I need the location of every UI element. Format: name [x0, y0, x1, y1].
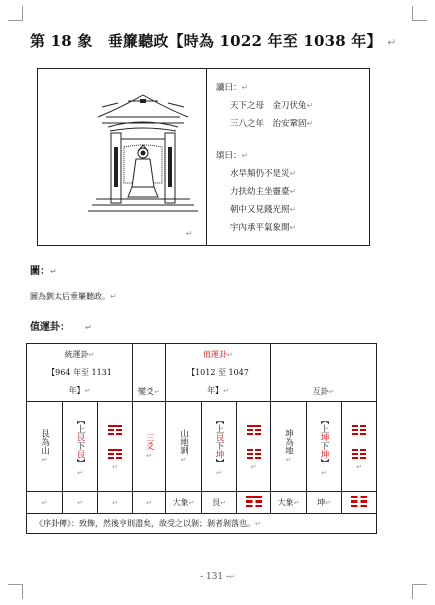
- empty-cell: ↵: [98, 492, 133, 514]
- bian-yao-cell: 三爻 ↵: [133, 402, 166, 492]
- gen-trigram-icon: [246, 494, 262, 510]
- tong-yun-header: 統運卦↵ 【964 年至 1131 年】↵: [27, 344, 133, 402]
- page-number: - 131 -↵: [200, 572, 235, 582]
- xu-gua-zhuan-note: 《序卦傳》：致飾，然後亨則盡矣，故受之以剝；剝者剝落也。↵: [27, 514, 377, 534]
- pavilion-illustration: [88, 87, 198, 212]
- hu-gua-header: 互卦↵: [271, 344, 377, 402]
- song-line: 朝中又見錢光照↵: [230, 205, 297, 215]
- verse-divider: [206, 69, 207, 245]
- empty-cell: ↵: [63, 492, 98, 514]
- crop-mark-bottom-left: [8, 584, 23, 599]
- hu-trigram-cell: ↵: [342, 402, 377, 492]
- big-trigram-cell: [342, 492, 377, 514]
- empty-cell: ↵: [27, 492, 63, 514]
- zhi-struct-cell: 【上艮下坤】 ↵: [202, 402, 237, 492]
- crop-mark-top-right: [412, 6, 427, 21]
- gen-cell: 艮↵: [202, 492, 237, 514]
- crop-mark-top-left: [8, 6, 23, 21]
- tong-trigram-cell: ↵: [98, 402, 133, 492]
- chen-label: 讖曰：↵: [216, 83, 249, 93]
- return-mark: ↵: [186, 229, 193, 238]
- song-line: 水旱頻仍不是災↵: [230, 169, 297, 179]
- kun-trigram-icon: [352, 447, 366, 461]
- tong-name-cell: 艮為山 ↵: [27, 402, 63, 492]
- figure-heading: 圖：↵: [30, 266, 57, 277]
- da-xiang-cell: 大象↵: [271, 492, 307, 514]
- hu-struct-cell: 【上坤下坤】 ↵: [307, 402, 342, 492]
- zhi-trigram-cell: ↵: [237, 402, 271, 492]
- figure-description: 圖為劉太后垂簾聽政。↵: [30, 292, 117, 301]
- da-xiang-cell: 大象↵: [166, 492, 202, 514]
- gua-heading: 值運卦： ↵: [30, 322, 92, 333]
- chen-line: 三八之年 治安鞏固↵: [230, 119, 314, 129]
- chapter-title: 第 18 象 垂簾聽政【時為 1022 年至 1038 年】 ↵: [30, 32, 397, 50]
- bian-yao-header: 變爻↵: [133, 344, 166, 402]
- verse-box: [37, 68, 370, 246]
- empty-cell: ↵: [133, 492, 166, 514]
- kun-trigram-icon: [351, 494, 367, 510]
- hu-name-cell: 坤為地 ↵: [271, 402, 307, 492]
- tong-struct-cell: 【上艮下艮】 ↵: [63, 402, 98, 492]
- hexagram-table: [26, 343, 377, 534]
- gen-trigram-icon: [108, 423, 122, 437]
- song-line: 力扶幼主坐靈臺↵: [230, 187, 297, 197]
- kun-trigram-icon: [352, 423, 366, 437]
- zhi-yun-header: 值運卦↵ 【1012 至 1047 年】↵: [166, 344, 271, 402]
- kun-trigram-icon: [247, 447, 261, 461]
- chen-line: 天下之母 金刀伏兔↵: [230, 101, 314, 111]
- verse-text: [216, 79, 366, 237]
- gen-trigram-icon: [108, 447, 122, 461]
- gen-trigram-icon: [247, 423, 261, 437]
- big-trigram-cell: [237, 492, 271, 514]
- song-label: 頌曰：↵: [216, 151, 249, 161]
- kun-cell: 坤↵: [307, 492, 342, 514]
- song-line: 宇內承平氣象開↵: [230, 223, 297, 233]
- zhi-name-cell: 山地剝 ↵: [166, 402, 202, 492]
- crop-mark-bottom-right: [412, 584, 427, 599]
